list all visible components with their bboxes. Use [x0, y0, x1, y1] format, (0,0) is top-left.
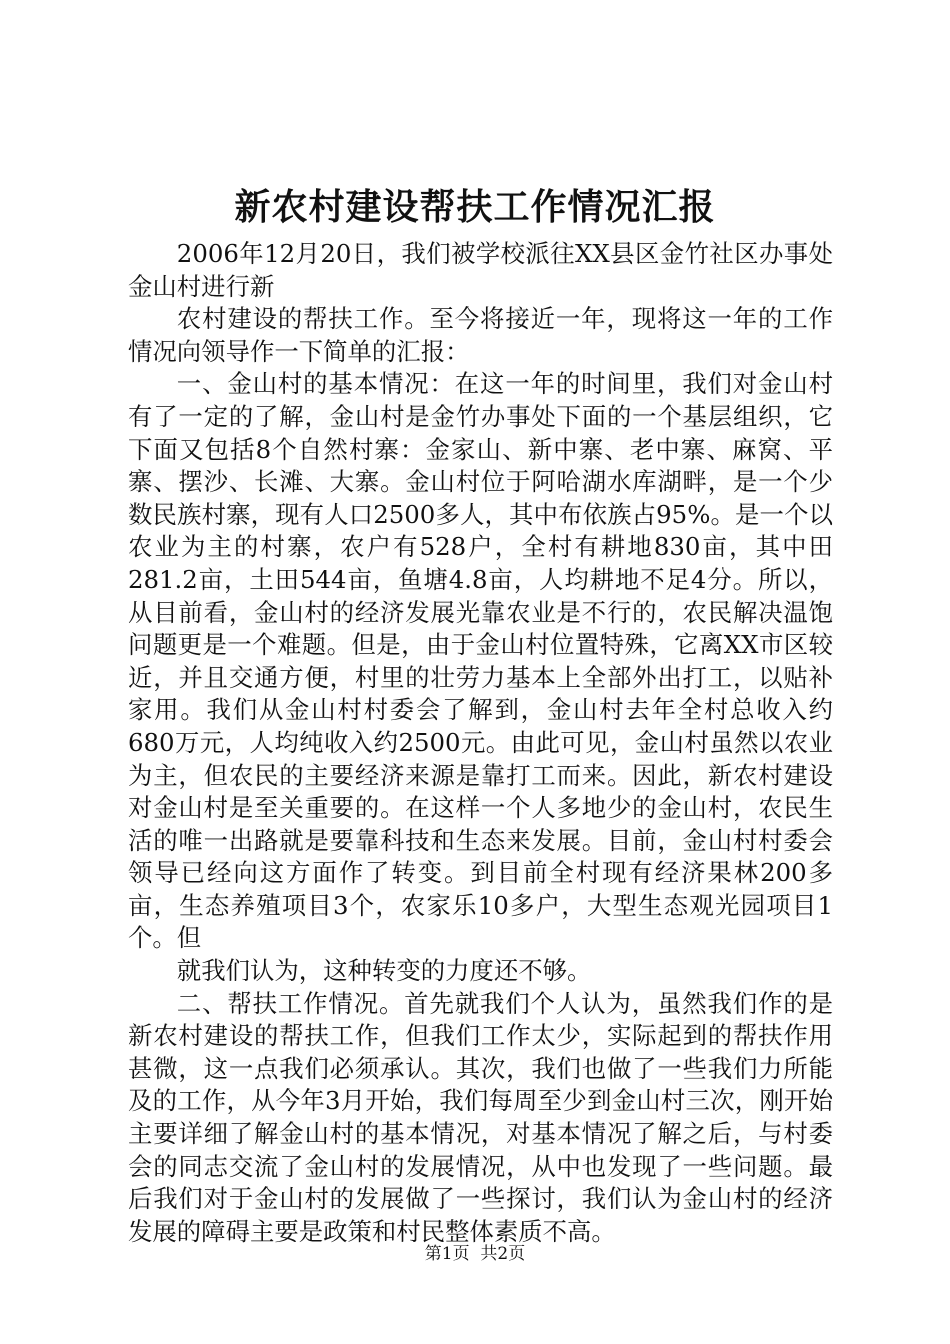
page-number-current: 第1页	[424, 1244, 470, 1264]
paragraph-1: 2006年12月20日，我们被学校派往XX县区金竹社区办事处金山村进行新	[128, 239, 833, 301]
page-title: 新农村建设帮扶工作情况汇报	[234, 186, 716, 228]
footer-separator	[470, 1244, 481, 1264]
paragraph-4: 就我们认为，这种转变的力度还不够。	[176, 956, 592, 986]
page-footer	[0, 1242, 950, 1266]
paragraph-2: 农村建设的帮扶工作。至今将接近一年，现将这一年的工作情况向领导作一下简单的汇报：	[128, 304, 833, 366]
page-number-total: 共2页	[480, 1244, 526, 1264]
document-body	[128, 238, 833, 1248]
paragraph-3: 一、金山村的基本情况：在这一年的时间里，我们对金山村有了一定的了解，金山村是金竹办事处下面的一个基层组织，它下面又包括8个自然村寨：金家山、新中寨、老中寨、麻窝、平寨、摆沙、长滩、大寨。金山村位于阿哈湖水库湖畔，是一个少数民族村寨，现有人口2500多人，其中布依族占95%。是一个以农业为主的村寨，农户有528户，全村有耕地830亩，其中田281.2亩，土田544亩，鱼塘4.8亩，人均耕地不足4分。所以，从目前看，金山村的经济发展光靠农业是不行的，农民解决温饱问题更是一个难题。但是，由于金山村位置特殊，它离XX市区较近，并且交通方便，村里的壮劳力基本上全部外出打工，以贴补家用。我们从金山村村委会了解到，金山村去年全村总收入约680万元，人均纯收入约2500元。由此可见，金山村虽然以农业为主，但农民的主要经济来源是靠打工而来。因此，新农村建设对金山村是至关重要的。在这样一个人多地少的金山村，农民生活的唯一出路就是要靠科技和生态来发展。目前，金山村村委会领导已经向这方面作了转变。到目前全村现有经济果林200多亩，生态养殖项目3个，农家乐10多户，大型生态观光园项目1个。但	[128, 369, 833, 953]
paragraph-5: 二、帮扶工作情况。首先就我们个人认为，虽然我们作的是新农村建设的帮扶工作，但我们工作太少，实际起到的帮扶作用甚微，这一点我们必须承认。其次，我们也做了一些我们力所能及的工作，从今年3月开始，我们每周至少到金山村三次，刚开始主要详细了解金山村的基本情况，对基本情况了解之后，与村委会的同志交流了金山村的发展情况，从中也发现了一些问题。最后我们对于金山村的发展做了一些探讨，我们认为金山村的经济发展的障碍主要是政策和村民整体素质不高。	[128, 988, 833, 1246]
